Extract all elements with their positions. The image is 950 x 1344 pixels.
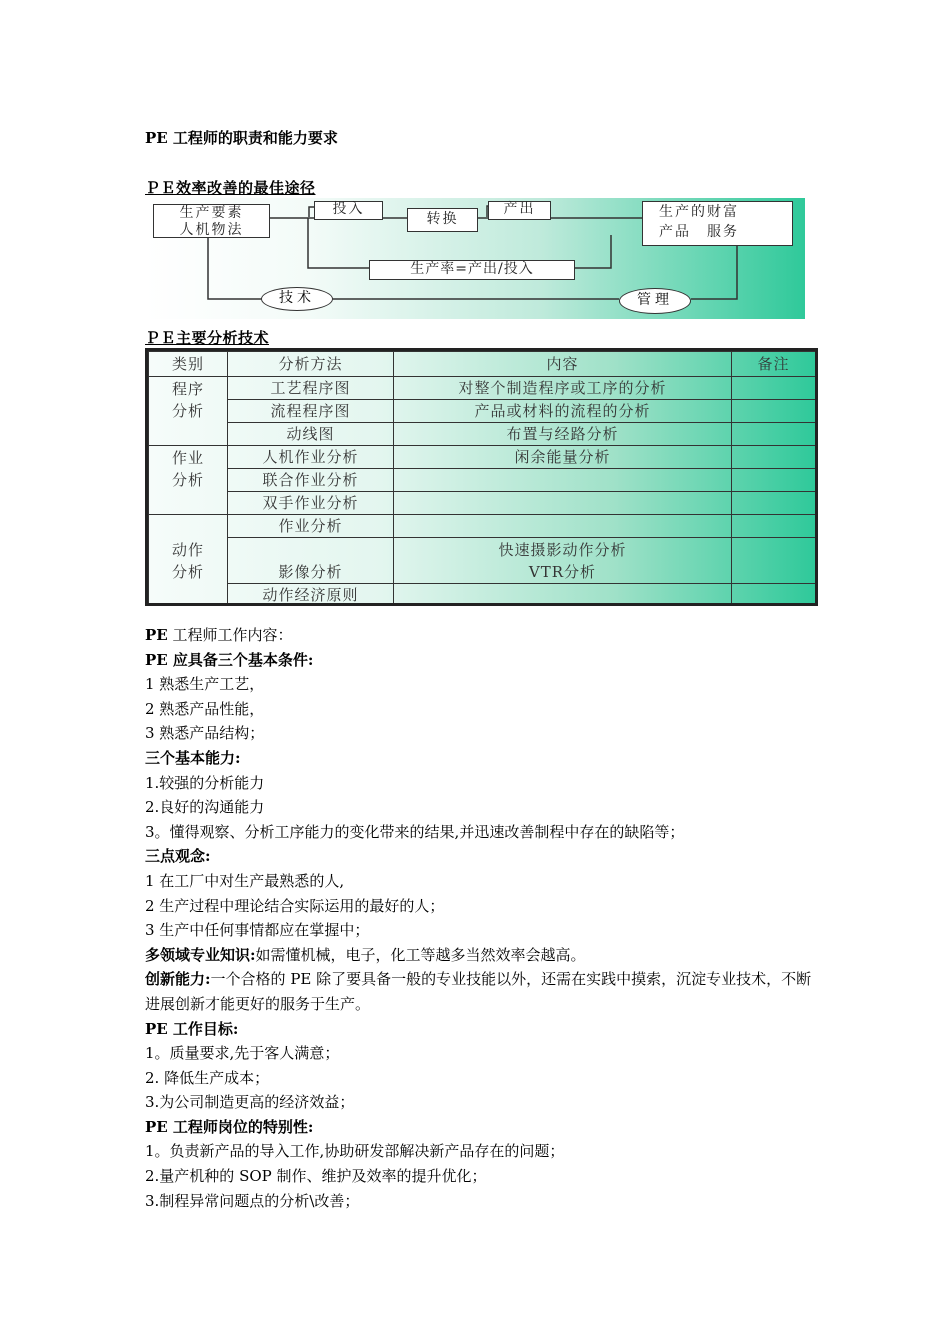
remark-cell [732, 492, 816, 515]
efficiency-diagram [145, 198, 805, 319]
invest-label: 投入 [314, 201, 383, 220]
multi-domain-paragraph [145, 943, 815, 968]
list-item: 1。负责新产品的导入工作,协助研发部解决新产品存在的问题； [145, 1142, 565, 1161]
mgmt-oval: 管理 [619, 288, 691, 314]
table-row [149, 446, 816, 469]
method-cell: 工艺程序图 [228, 377, 394, 400]
section-heading-efficiency: ＰＥ效率改善的最佳途径 [145, 179, 316, 197]
category-line: 分析 [171, 402, 204, 420]
transform-box: 转换 [407, 208, 478, 232]
table-row [149, 400, 816, 423]
header-category: 类别 [149, 352, 228, 377]
remark-cell [732, 400, 816, 423]
list-item: 1 熟悉生产工艺， [145, 675, 265, 694]
content-cell [394, 492, 732, 515]
table-row [149, 469, 816, 492]
table-header-row [149, 352, 816, 377]
method-cell: 双手作业分析 [228, 492, 394, 515]
wealth-box-line1: 生产的财富 [659, 204, 739, 220]
work-content-bold: PE [145, 626, 168, 644]
connector-mgmt-to-wealth [691, 246, 737, 299]
category-line: 作业 [171, 449, 204, 467]
innovation-text: 一个合格的 PE 除了要具备一般的专业技能以外，还需在实践中摸索，沉淀专业技术，不断进展创新才能更好的服务于生产。 [145, 970, 812, 1013]
remark-cell [732, 377, 816, 400]
list-item: 3.为公司制造更高的经济效益； [145, 1093, 355, 1112]
list-item: 1 在工厂中对生产最熟悉的人, [145, 871, 345, 890]
method-cell: 作业分析 [228, 515, 394, 538]
innovation-paragraph [145, 967, 815, 1016]
section-heading-analysis: ＰＥ主要分析技术 [145, 329, 270, 347]
list-item: 3 熟悉产品结构； [145, 724, 265, 743]
header-method: 分析方法 [228, 352, 394, 377]
header-content: 内容 [394, 352, 732, 377]
content-cell [394, 538, 732, 584]
remark-cell [732, 584, 816, 607]
remark-cell [732, 515, 816, 538]
conditions-heading: PE 应具备三个基本条件: [145, 650, 314, 669]
category-line: 动作 [171, 540, 204, 559]
category-cell [149, 515, 228, 607]
document-title: PE 工程师的职责和能力要求 [145, 129, 338, 147]
table-row [149, 538, 816, 584]
work-content-line [145, 623, 815, 648]
body-content [145, 623, 815, 1213]
remark-cell [732, 446, 816, 469]
content-cell: 闲余能量分析 [394, 446, 732, 469]
method-cell: 人机作业分析 [228, 446, 394, 469]
table-row [149, 515, 816, 538]
input-box [153, 204, 270, 238]
category-line: 分析 [171, 471, 204, 489]
output-label: 产出 [488, 201, 551, 220]
table-row [149, 492, 816, 515]
input-box-line1: 生产要素 [179, 205, 244, 221]
abilities-heading: 三个基本能力: [145, 748, 241, 767]
list-item: 2. 降低生产成本； [145, 1068, 270, 1087]
list-item: 2.量产机种的 SOP 制作、维护及效率的提升优化； [145, 1167, 487, 1186]
content-cell [394, 469, 732, 492]
analysis-table [145, 348, 818, 606]
category-line: 分析 [171, 562, 204, 581]
method-cell: 流程程序图 [228, 400, 394, 423]
concepts-heading: 三点观念: [145, 847, 211, 866]
list-item: 2 生产过程中理论结合实际运用的最好的人； [145, 896, 445, 915]
innovation-label: 创新能力: [145, 970, 211, 989]
productivity-formula: 生产率=产出/投入 [369, 260, 575, 280]
remark-cell [732, 469, 816, 492]
list-item: 1.较强的分析能力 [145, 773, 265, 792]
method-cell: 动线图 [228, 423, 394, 446]
work-content-text: 工程师工作内容： [167, 626, 293, 644]
content-cell [394, 515, 732, 538]
list-item: 2 熟悉产品性能， [145, 699, 265, 718]
goals-heading: PE 工作目标: [145, 1019, 239, 1038]
multi-domain-text: 如需懂机械，电子，化工等越多当然效率会越高。 [255, 945, 586, 964]
multi-domain-label: 多领域专业知识: [145, 945, 256, 964]
category-line: 程序 [171, 380, 204, 398]
content-line: VTR分析 [528, 562, 597, 581]
list-item: 3.制程异常问题点的分析\改善； [145, 1191, 360, 1210]
list-item: 3。懂得观察、分析工序能力的变化带来的结果,并迅速改善制程中存在的缺陷等； [145, 822, 685, 841]
content-cell: 对整个制造程序或工序的分析 [394, 377, 732, 400]
list-item: 2.良好的沟通能力 [145, 798, 265, 817]
content-cell: 布置与经路分析 [394, 423, 732, 446]
list-item: 1。质量要求,先于客人满意； [145, 1044, 340, 1063]
category-cell [149, 446, 228, 515]
input-box-line2: 人机物法 [179, 222, 244, 238]
remark-cell [732, 423, 816, 446]
method-cell: 动作经济原则 [228, 584, 394, 607]
content-line: 快速摄影动作分析 [498, 540, 627, 559]
content-cell: 产品或材料的流程的分析 [394, 400, 732, 423]
wealth-box [642, 201, 793, 246]
table-row [149, 423, 816, 446]
wealth-box-line2: 产品 服务 [659, 224, 739, 240]
content-cell [394, 584, 732, 607]
table-row [149, 584, 816, 607]
tech-oval: 技术 [261, 287, 333, 311]
list-item: 3 生产中任何事情都应在掌握中； [145, 921, 370, 940]
method-cell: 联合作业分析 [228, 469, 394, 492]
remark-cell [732, 538, 816, 584]
category-cell [149, 377, 228, 446]
special-heading: PE 工程师岗位的特别性: [145, 1117, 314, 1136]
method-cell: 影像分析 [228, 538, 394, 584]
table-row [149, 377, 816, 400]
header-remark: 备注 [732, 352, 816, 377]
connector-to-tech [208, 238, 261, 299]
